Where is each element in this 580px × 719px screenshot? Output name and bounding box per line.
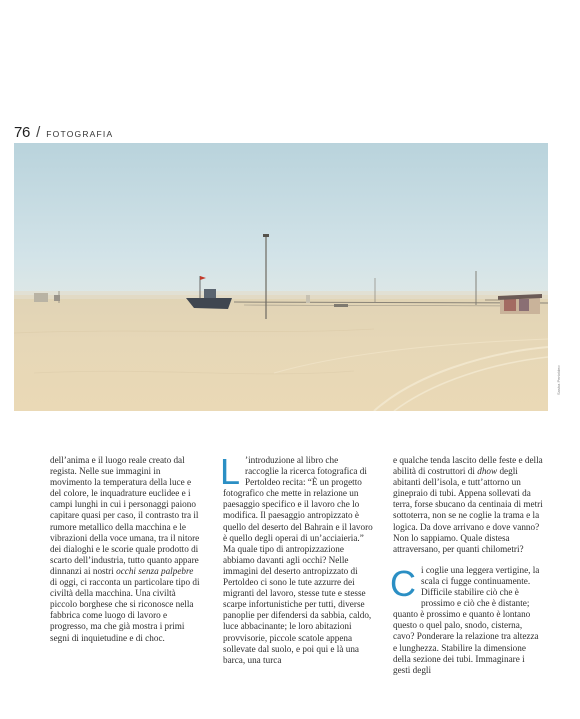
desert-landscape-photo bbox=[14, 143, 548, 411]
article-column-3 bbox=[390, 455, 543, 676]
italic-phrase: dhow bbox=[477, 466, 498, 477]
photo-credit: Sasha Pertoldeo bbox=[556, 365, 561, 395]
page-number: 76 bbox=[14, 124, 31, 141]
header-divider: / bbox=[36, 124, 41, 141]
section-label: FOTOGRAFIA bbox=[46, 129, 114, 139]
article-column-2 bbox=[220, 451, 373, 666]
page-header bbox=[14, 124, 113, 141]
paragraph: e qualche tenda lascito delle feste e della abilità di costruttori di dhow degli abitanti dell’isola, e tutt’attorno un ginepraio di tubi. Appena sollevati da terra, forse sbucano da centinaia di metri sottoterra, non se ne coglie la trama e la logica. Da dove arrivano e dove vanno? Non lo sappiamo. Quale distesa attraversano, per quanti chilometri? bbox=[393, 455, 543, 554]
article-body bbox=[50, 451, 550, 705]
dropcap-letter: L bbox=[220, 451, 241, 492]
paragraph: Ci coglie una leggera vertigine, la scala ci fugge continuamente. Difficile stabilire ciò che è prossimo e ciò che è distante; quanto è prossimo e quanto è lontano questo o quel palo, snodo, cisterna, cavo? Ponderare la relazione tra altezza e lunghezza. Stabilire la dimensione della sezione dei tubi. Immaginare i gesti degli bbox=[390, 562, 540, 675]
dropcap-letter: C bbox=[390, 562, 416, 604]
italic-phrase: occhi senza palpebre bbox=[116, 565, 194, 576]
paragraph: L ’introduzione al libro che raccoglie la ricerca fotografica di Pertoldeo recita: “È un progetto fotografico che mette in relazione un paesaggio specifico e il lavoro che lo modifica. Il paesaggio antropizzato è quello del deserto del Bahrain e il lavoro è quello degli operai di un’acciaieria.” Ma quale tipo di antropizzazione abbiamo davanti agli occhi? Nelle immagini del deserto antropizzato di Pertoldeo ci sono le tute azzurre dei migranti del lavoro, stesse tute e stesse scarpe infortunistiche per tutti, diverse panoplie per difendersi da sabbia, caldo, luce abbacinante; le loro abitazioni provvisorie, piccole scatole appena sollevate dal suolo, e poi qui e là una barca, una turca bbox=[220, 451, 373, 665]
paragraph: dell’anima e il luogo reale creato dal regista. Nelle sue immagini in movimento la temperatura della luce e del colore, le inquadrature euclidee e i campi lunghi in cui i personaggi paiono capitare quasi per caso, il contrasto tra il rumore metallico della macchina e le vibrazioni della voce umana, tra il nitore dei dialoghi e le scorie quale prodotto di scarto dell’industria, tutto quanto appare dinnanzi ai nostri occhi senza palpebre di oggi, ci racconta un particolare tipo di civiltà della macchina. Una civiltà piccolo borghese che si riconosce nella fabbrica come luogo di lavoro e progresso, ma che già mostra i primi segni di inquietudine e di choc. bbox=[50, 455, 200, 643]
article-column-1 bbox=[50, 455, 200, 644]
